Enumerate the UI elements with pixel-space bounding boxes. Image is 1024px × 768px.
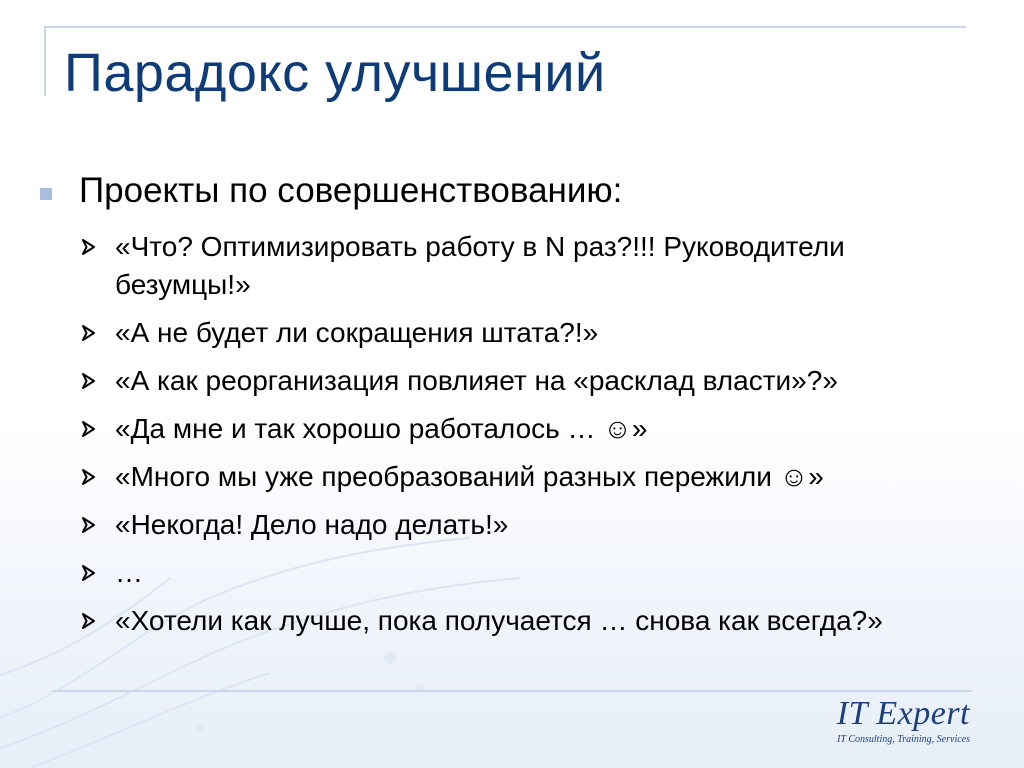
list-item-text: «Что? Оптимизировать работу в N раз?!!! Руководители безумцы!» (115, 231, 845, 300)
arrow-bullet-icon (79, 314, 103, 352)
sub-bullet-list (79, 228, 984, 650)
arrow-bullet-icon (79, 362, 103, 400)
square-bullet-icon (40, 188, 52, 200)
frame-top-line (44, 26, 966, 28)
list-item (79, 458, 984, 496)
main-point-text: Проекты по совершенствованию: (79, 171, 623, 210)
list-item-text: … (115, 557, 143, 588)
slide-title: Парадокс улучшений (64, 43, 606, 103)
logo-tagline: IT Consulting, Training, Services (837, 734, 970, 745)
list-item-text: «А не будет ли сокращения штата?!» (115, 317, 599, 348)
arrow-bullet-icon (79, 602, 103, 640)
list-item (79, 362, 984, 400)
list-item (79, 602, 984, 640)
footer-line (52, 690, 972, 692)
arrow-bullet-icon (79, 554, 103, 592)
list-item-text: «Хотели как лучше, пока получается … снова как всегда?» (115, 605, 883, 636)
company-logo (837, 696, 970, 745)
arrow-bullet-icon (79, 410, 103, 448)
logo-name: IT Expert (836, 695, 970, 732)
list-item (79, 554, 984, 592)
arrow-bullet-icon (79, 228, 103, 266)
list-item-text: «Много мы уже преобразований разных пережили ☺» (115, 461, 824, 492)
list-item (79, 506, 984, 544)
list-item-text: «А как реорганизация повлияет на «расклад власти»?» (115, 365, 838, 396)
list-item (79, 314, 984, 352)
list-item (79, 410, 984, 448)
list-item (79, 228, 984, 304)
list-item-text: «Да мне и так хорошо работалось … ☺» (115, 413, 648, 444)
main-bullet (40, 168, 980, 214)
arrow-bullet-icon (79, 506, 103, 544)
list-item-text: «Некогда! Дело надо делать!» (115, 509, 509, 540)
frame-left-line (44, 26, 46, 96)
arrow-bullet-icon (79, 458, 103, 496)
